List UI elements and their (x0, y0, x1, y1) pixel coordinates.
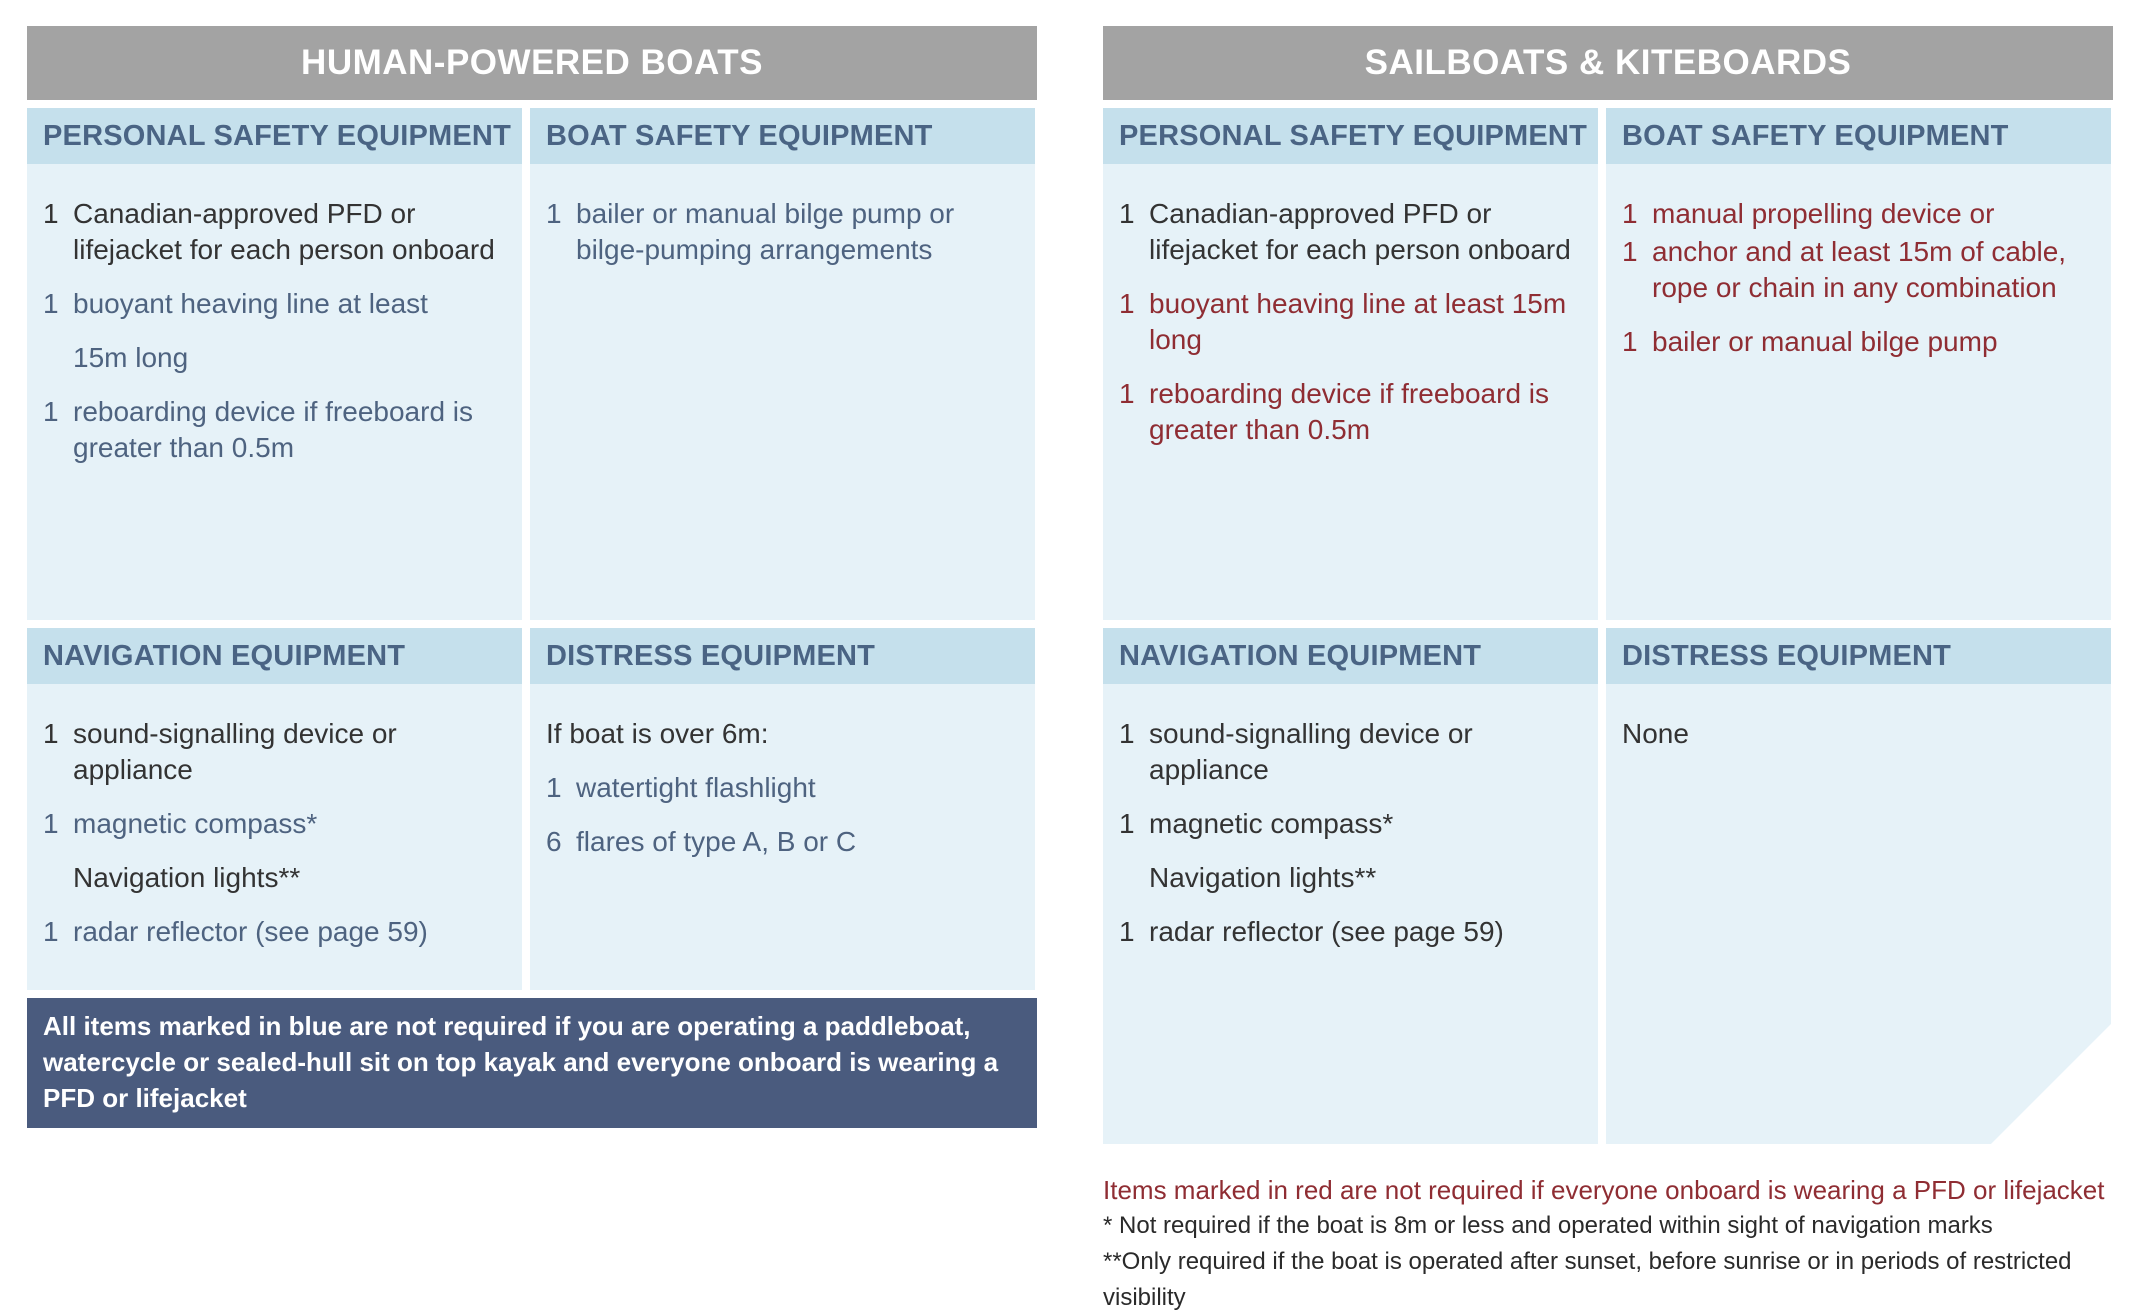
page-curl-decoration (1991, 1024, 2111, 1144)
item-text: bailer or manual bilge pump or bilge-pumping arrangements (576, 198, 955, 265)
list-item (43, 914, 508, 950)
item-text: Canadian-approved PFD or lifejacket for each person onboard (1149, 198, 1571, 265)
item-text: reboarding device if freeboard is greater than 0.5m (1149, 378, 1550, 445)
list-item (1119, 286, 1584, 358)
section-heading: DISTRESS EQUIPMENT (1606, 628, 2111, 684)
item-text: sound-signalling device or appliance (73, 718, 397, 785)
list-item (43, 196, 508, 268)
list-item (43, 716, 508, 788)
item-quantity (1119, 860, 1149, 896)
personal-safety-cell (27, 108, 522, 620)
item-text: manual propelling device or (1652, 198, 1995, 229)
item-text: magnetic compass* (73, 808, 318, 839)
item-quantity: 1 (1622, 236, 1638, 267)
distress-cell (530, 628, 1035, 990)
item-quantity: 6 (546, 826, 562, 857)
personal-safety-cell (1103, 108, 1598, 620)
item-quantity: 1 (43, 288, 59, 319)
list-item (1119, 914, 1584, 950)
list-item (43, 340, 508, 376)
item-quantity: 1 (43, 808, 59, 839)
footnotes (1103, 1172, 2113, 1316)
item-quantity: 1 (1119, 718, 1135, 749)
item-quantity: 1 (43, 396, 59, 427)
section-heading: NAVIGATION EQUIPMENT (27, 628, 522, 684)
item-text: radar reflector (see page 59) (1149, 916, 1504, 947)
human-powered-boats-panel (27, 26, 1037, 1128)
item-text: bailer or manual bilge pump (1652, 326, 1998, 357)
list-item (546, 196, 1021, 268)
item-text: Navigation lights** (73, 862, 301, 893)
item-text: anchor and at least 15m of cable, rope or chain in any combination (1652, 236, 2067, 303)
boat-safety-cell (530, 108, 1035, 620)
list-item (1119, 860, 1584, 896)
list-item (43, 806, 508, 842)
list-item (1119, 806, 1584, 842)
list-item (43, 860, 508, 896)
sailboats-kiteboards-panel (1103, 26, 2113, 1316)
list-item (1622, 196, 2097, 232)
item-quantity: 1 (1622, 326, 1638, 357)
list-item (1119, 376, 1584, 448)
top-row (27, 108, 1037, 620)
distress-none: None (1622, 718, 1689, 749)
item-text: 15m long (73, 342, 189, 373)
item-text: flares of type A, B or C (576, 826, 857, 857)
list-item (546, 770, 1021, 806)
item-text: radar reflector (see page 59) (73, 916, 428, 947)
list-item (43, 394, 508, 466)
item-text: buoyant heaving line at least 15m long (1149, 288, 1567, 355)
item-quantity: 1 (43, 916, 59, 947)
red-items-footnote: Items marked in red are not required if everyone onboard is wearing a PFD or lifejacket (1103, 1175, 2105, 1205)
item-text: buoyant heaving line at least (73, 288, 428, 319)
item-quantity (43, 860, 73, 896)
item-quantity: 1 (1119, 198, 1135, 229)
compass-footnote: * Not required if the boat is 8m or less and operated within sight of navigation marks (1103, 1212, 1993, 1239)
item-quantity: 1 (1119, 288, 1135, 319)
boat-safety-cell (1606, 108, 2111, 620)
item-quantity: 1 (1119, 916, 1135, 947)
section-heading: DISTRESS EQUIPMENT (530, 628, 1035, 684)
section-heading: PERSONAL SAFETY EQUIPMENT (1103, 108, 1598, 164)
item-quantity: 1 (43, 198, 59, 229)
bottom-row (1103, 628, 2113, 1144)
navigation-cell (1103, 628, 1598, 1144)
section-heading: BOAT SAFETY EQUIPMENT (1606, 108, 2111, 164)
section-heading: BOAT SAFETY EQUIPMENT (530, 108, 1035, 164)
item-text: Canadian-approved PFD or lifejacket for each person onboard (73, 198, 495, 265)
list-item (1119, 716, 1584, 788)
blue-items-footnote: All items marked in blue are not required if you are operating a paddleboat, watercycle or sealed-hull sit on top kayak and everyone onboard is wearing a PFD or lifejacket (27, 998, 1037, 1128)
item-text: reboarding device if freeboard is greater than 0.5m (73, 396, 474, 463)
bottom-row (27, 628, 1037, 990)
list-item (546, 824, 1021, 860)
distress-intro: If boat is over 6m: (546, 718, 769, 749)
list-item (1119, 196, 1584, 268)
item-quantity: 1 (1119, 378, 1135, 409)
item-text: watertight flashlight (576, 772, 816, 803)
lights-footnote: **Only required if the boat is operated after sunset, before sunrise or in periods of restricted visibility (1103, 1248, 2072, 1311)
list-item (1622, 234, 2097, 306)
panel-title: HUMAN-POWERED BOATS (27, 26, 1037, 100)
item-quantity: 1 (43, 718, 59, 749)
item-quantity: 1 (1119, 808, 1135, 839)
section-heading: NAVIGATION EQUIPMENT (1103, 628, 1598, 684)
list-item (43, 286, 508, 322)
section-heading: PERSONAL SAFETY EQUIPMENT (27, 108, 522, 164)
panel-title: SAILBOATS & KITEBOARDS (1103, 26, 2113, 100)
item-quantity: 1 (546, 772, 562, 803)
item-quantity: 1 (1622, 198, 1638, 229)
top-row (1103, 108, 2113, 620)
item-text: Navigation lights** (1149, 862, 1377, 893)
item-quantity (43, 340, 73, 376)
distress-cell (1606, 628, 2111, 1144)
list-item (1622, 324, 2097, 360)
item-text: sound-signalling device or appliance (1149, 718, 1473, 785)
item-text: magnetic compass* (1149, 808, 1394, 839)
navigation-cell (27, 628, 522, 990)
item-quantity: 1 (546, 198, 562, 229)
